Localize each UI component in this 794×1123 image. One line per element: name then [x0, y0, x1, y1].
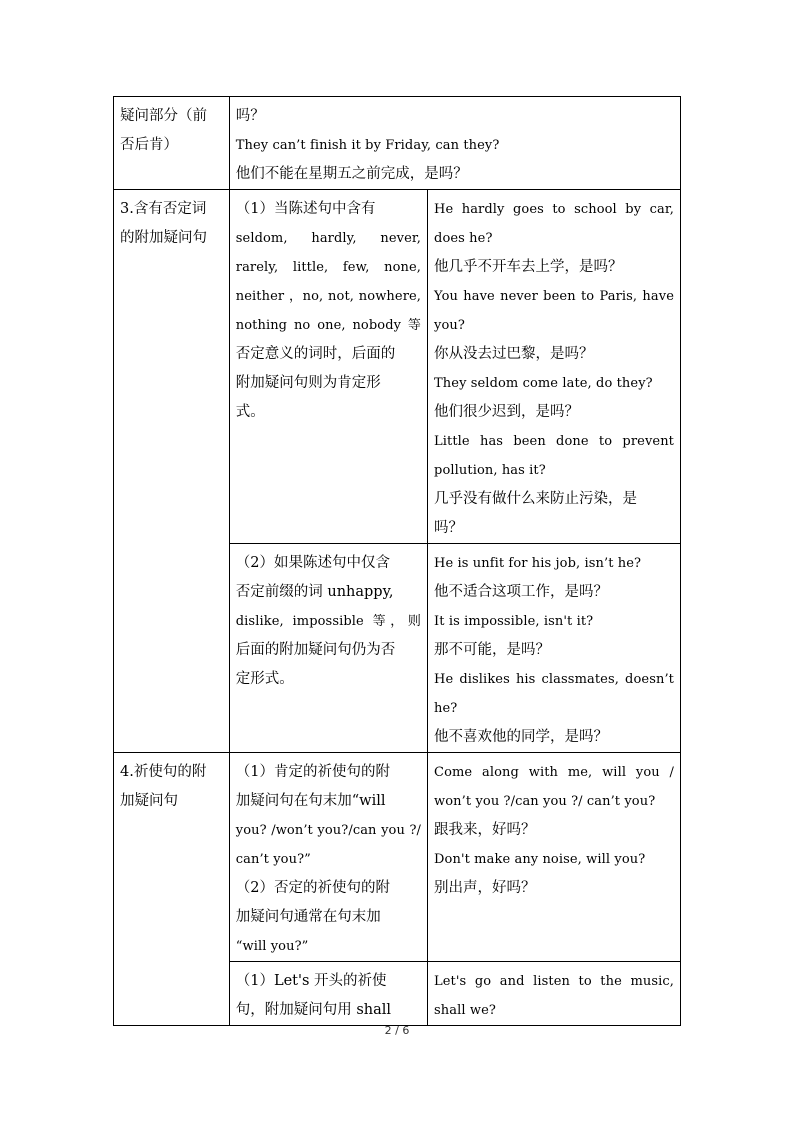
- example-line: 他几乎不开车去上学，是吗？: [434, 259, 623, 275]
- example-line: He dislikes his classmates, doesn’t: [434, 672, 674, 687]
- example-line: pollution, has it?: [434, 463, 546, 478]
- example-line: won’t you ?/can you ?/ can’t you?: [434, 794, 656, 809]
- example-line: He is unfit for his job, isn’t he?: [434, 556, 642, 571]
- rule-cell: [229, 190, 427, 544]
- example-line: 你从没去过巴黎，是吗？: [434, 346, 594, 362]
- example-line: 吗？: [434, 520, 464, 536]
- rule-line: you? /won’t you?/can you ?/: [235, 823, 422, 838]
- rule-line: （2）如果陈述句中仅含: [235, 555, 390, 571]
- example-line: he?: [434, 701, 458, 716]
- rule-line: （2）否定的祈使句的附: [235, 880, 390, 896]
- category-cell: [114, 97, 230, 190]
- category-line: 疑问部分（前: [120, 108, 207, 124]
- example-line: They seldom come late, do they?: [434, 376, 653, 391]
- rule-line: rarely, little, few, none,: [235, 260, 422, 275]
- rule-line: 式。: [235, 404, 265, 420]
- example-line: 那不可能，是吗？: [434, 642, 551, 658]
- rule-line: 句，附加疑问句用 shall: [235, 1002, 392, 1018]
- table-row: [114, 753, 681, 962]
- rule-line: can’t you?”: [235, 852, 311, 867]
- rule-line: 附加疑问句则为肯定形: [235, 375, 381, 391]
- rule-line: 加疑问句通常在句末加: [235, 909, 381, 925]
- rule-cell: [229, 962, 427, 1026]
- category-cell: [114, 753, 230, 1026]
- example-line: They can’t finish it by Friday, can they?: [235, 138, 500, 153]
- rule-line: 否定前缀的词 unhappy,: [235, 584, 394, 600]
- example-line: Let's go and listen to the music,: [434, 974, 674, 989]
- example-cell: [428, 190, 681, 544]
- rule-cell: [229, 544, 427, 753]
- example-line: 别出声，好吗？: [434, 880, 536, 896]
- example-cell: [229, 97, 680, 190]
- rule-line: 定形式。: [235, 671, 294, 687]
- example-line: 吗？: [235, 108, 265, 124]
- rule-line: seldom, hardly, never,: [235, 231, 422, 246]
- example-line: 他们很少迟到，是吗？: [434, 404, 580, 420]
- category-cell: [114, 190, 230, 753]
- rule-line: （1）肯定的祈使句的附: [235, 764, 390, 780]
- rule-line: nothing no one, nobody 等: [235, 318, 422, 333]
- example-line: shall we?: [434, 1003, 496, 1018]
- rule-line: 加疑问句在句末加“will: [235, 793, 386, 809]
- page-number: 2 / 6: [384, 1024, 410, 1037]
- example-line: 跟我来，好吗？: [434, 822, 536, 838]
- rule-line: （1）Let's 开头的祈使: [235, 973, 387, 989]
- example-line: You have never been to Paris, have: [434, 289, 674, 304]
- rule-line: 后面的附加疑问句仍为否: [235, 642, 396, 658]
- table-row: [114, 97, 681, 190]
- category-line: 否后肯）: [120, 137, 178, 153]
- rule-line: （1）当陈述句中含有: [235, 201, 376, 217]
- grammar-table: [113, 96, 681, 1026]
- category-line: 加疑问句: [120, 793, 178, 809]
- rule-line: “will you?”: [235, 939, 309, 954]
- category-line: 3.含有否定词: [120, 201, 207, 217]
- example-line: 几乎没有做什么来防止污染，是: [434, 491, 638, 507]
- rule-line: neither ，no, not, nowhere,: [235, 289, 422, 304]
- rule-line: 否定意义的词时，后面的: [235, 346, 396, 362]
- example-line: you?: [434, 318, 465, 333]
- rule-cell: [229, 753, 427, 962]
- example-cell: [428, 962, 681, 1026]
- example-cell: [428, 544, 681, 753]
- example-line: He hardly goes to school by car,: [434, 202, 674, 217]
- example-line: 他们不能在星期五之前完成，是吗？: [235, 166, 468, 182]
- example-line: 他不适合这项工作，是吗？: [434, 584, 609, 600]
- example-line: Don't make any noise, will you?: [434, 852, 646, 867]
- example-line: 他不喜欢他的同学，是吗？: [434, 729, 609, 745]
- example-line: does he?: [434, 231, 493, 246]
- table-row: [114, 190, 681, 544]
- example-line: It is impossible, isn't it?: [434, 614, 594, 629]
- category-line: 4.祈使句的附: [120, 764, 207, 780]
- example-line: Little has been done to prevent: [434, 434, 674, 449]
- rule-line: dislike, impossible 等，则: [235, 614, 422, 629]
- example-line: Come along with me, will you /: [434, 765, 674, 780]
- example-cell: [428, 753, 681, 962]
- category-line: 的附加疑问句: [120, 230, 207, 246]
